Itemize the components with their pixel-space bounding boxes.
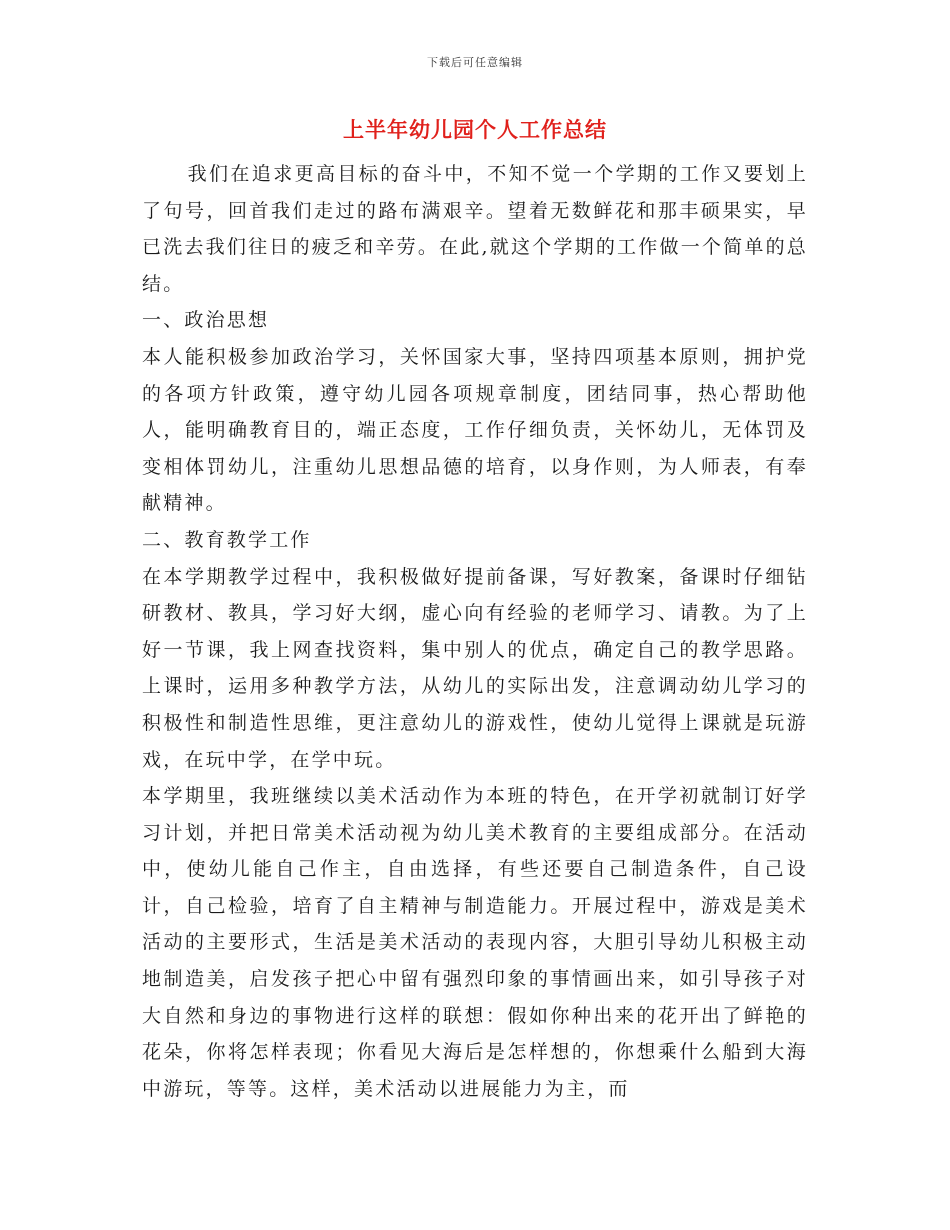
section-heading-teaching: 二、教育教学工作 (142, 528, 312, 551)
paragraph-politics: 本人能积极参加政治学习，关怀国家大事，坚持四项基本原则，拥护党的各项方针政策，遵守幼儿园各项规章制度，团结同事，热心帮助他人，能明确教育目的，端正态度，工作仔细负责，关怀幼儿，无体罚及变相体罚幼儿，注重幼儿思想品德的培育，以身作则，为人师表，有奉献精神。 (142, 345, 808, 515)
document-title: 上半年幼儿园个人工作总结 (343, 118, 607, 142)
paragraph-intro: 我们在追求更高目标的奋斗中，不知不觉一个学期的工作又要划上了句号，回首我们走过的路布满艰辛。望着无数鲜花和那丰硕果实，早已洗去我们往日的疲乏和辛劳。在此,就这个学期的工作做一个简单的总结。 (142, 163, 808, 295)
document-body (142, 156, 808, 1107)
paragraph-art-activities: 本学期里，我班继续以美术活动作为本班的特色，在开学初就制订好学习计划，并把日常美术活动视为幼儿美术教育的主要组成部分。在活动中，使幼儿能自己作主，自由选择，有些还要自己制造条件，自己设计，自己检验，培育了自主精神与制造能力。开展过程中，游戏是美术活动的主要形式，生活是美术活动的表现内容，大胆引导幼儿积极主动地制造美，启发孩子把心中留有强烈印象的事情画出来，如引导孩子对大自然和身边的事物进行这样的联想：假如你种出来的花开出了鲜艳的花朵，你将怎样表现；你看见大海后是怎样想的，你想乘什么船到大海中游玩，等等。这样，美术活动以进展能力为主，而 (142, 785, 808, 1100)
section-heading-politics: 一、政治思想 (142, 309, 270, 332)
header-note: 下载后可任意编辑 (427, 56, 523, 69)
paragraph-teaching: 在本学期教学过程中，我积极做好提前备课，写好教案，备课时仔细钻研教材、教具，学习好大纲，虚心向有经验的老师学习、请教。为了上好一节课，我上网查找资料，集中别人的优点，确定自己的教学思路。上课时，运用多种教学方法，从幼儿的实际出发，注意调动幼儿学习的积极性和制造性思维，更注意幼儿的游戏性，使幼儿觉得上课就是玩游戏，在玩中学，在学中玩。 (142, 565, 808, 771)
